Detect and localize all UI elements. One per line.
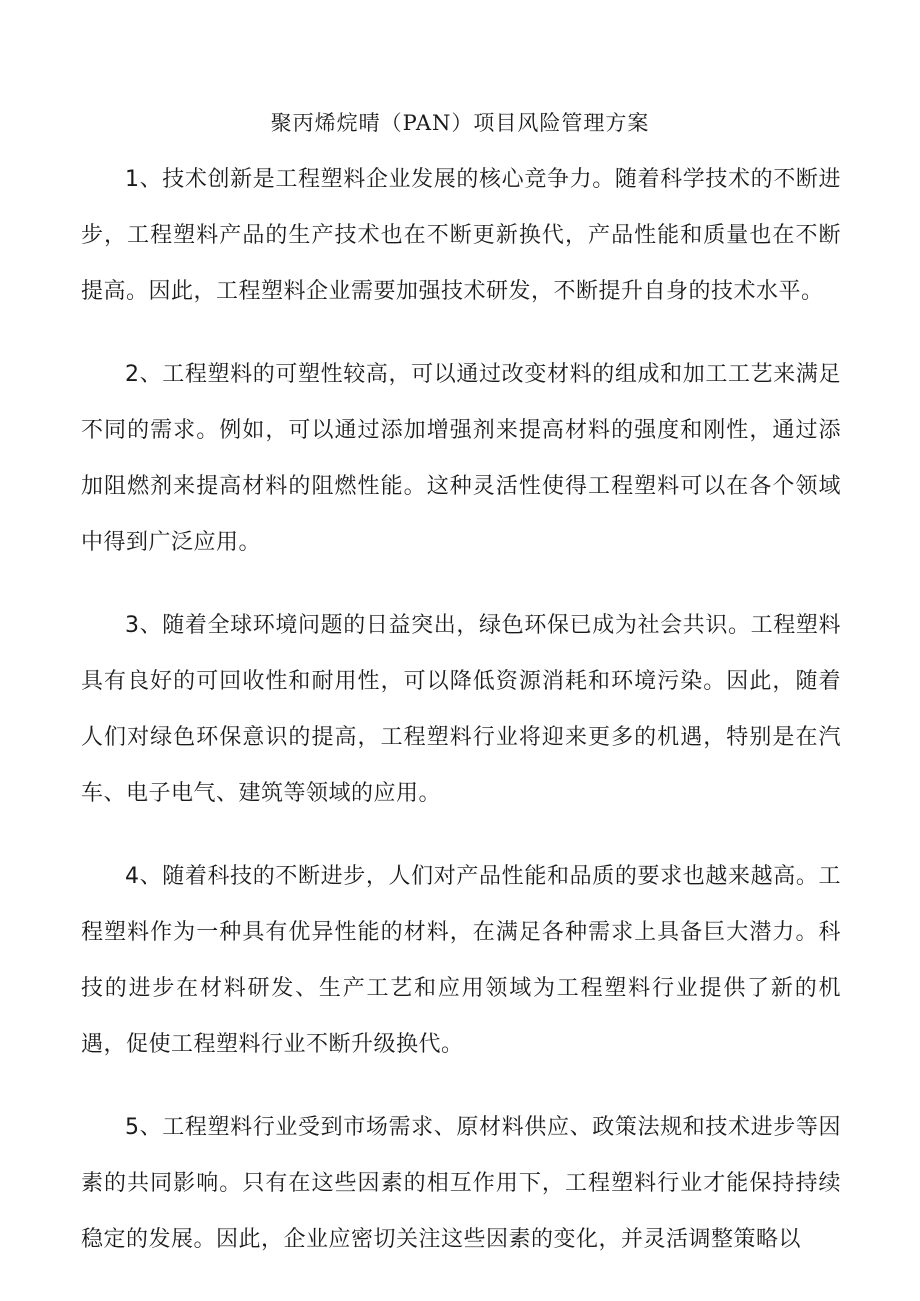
paragraph-text: 、技术创新是工程塑料企业发展的核心竞争力。随着科学技术的不断进步，工程塑料产品的生产技术也在不断更新换代，产品性能和质量也在不断提高。因此，工程塑料企业需要加强技术研发，不断提升自身的技术水平。 (81, 167, 841, 304)
document-title: 聚丙烯烷晴（PAN）项目风险管理方案 (270, 111, 650, 135)
paragraph-number: 2 (125, 362, 140, 387)
paragraph-number: 5 (125, 1115, 140, 1140)
paragraph-number: 3 (125, 613, 140, 638)
paragraph-5 (81, 1100, 841, 1268)
document-body (81, 152, 841, 1295)
paragraph-text: 、工程塑料的可塑性较高，可以通过改变材料的组成和加工工艺来满足不同的需求。例如，可以通过添加增强剂来提高材料的强度和刚性，通过添加阻燃剂来提高材料的阻燃性能。这种灵活性使得工程塑料可以在各个领域中得到广泛应用。 (81, 362, 841, 555)
paragraph-number: 1 (125, 167, 140, 192)
paragraph-3 (81, 598, 841, 822)
paragraph-number: 4 (125, 864, 140, 889)
paragraph-1 (81, 152, 841, 320)
paragraph-text: 、随着全球环境问题的日益突出，绿色环保已成为社会共识。工程塑料具有良好的可回收性和耐用性，可以降低资源消耗和环境污染。因此，随着人们对绿色环保意识的提高，工程塑料行业将迎来更多的机遇，特别是在汽车、电子电气、建筑等领域的应用。 (81, 613, 841, 806)
paragraph-4 (81, 849, 841, 1073)
paragraph-text: 、工程塑料行业受到市场需求、原材料供应、政策法规和技术进步等因素的共同影响。只有在这些因素的相互作用下，工程塑料行业才能保持持续稳定的发展。因此，企业应密切关注这些因素的变化，并灵活调整策略以 (81, 1115, 841, 1252)
paragraph-2 (81, 347, 841, 571)
paragraph-text: 、随着科技的不断进步，人们对产品性能和品质的要求也越来越高。工程塑料作为一种具有优异性能的材料，在满足各种需求上具备巨大潜力。科技的进步在材料研发、生产工艺和应用领域为工程塑料行业提供了新的机遇，促使工程塑料行业不断升级换代。 (81, 864, 841, 1057)
